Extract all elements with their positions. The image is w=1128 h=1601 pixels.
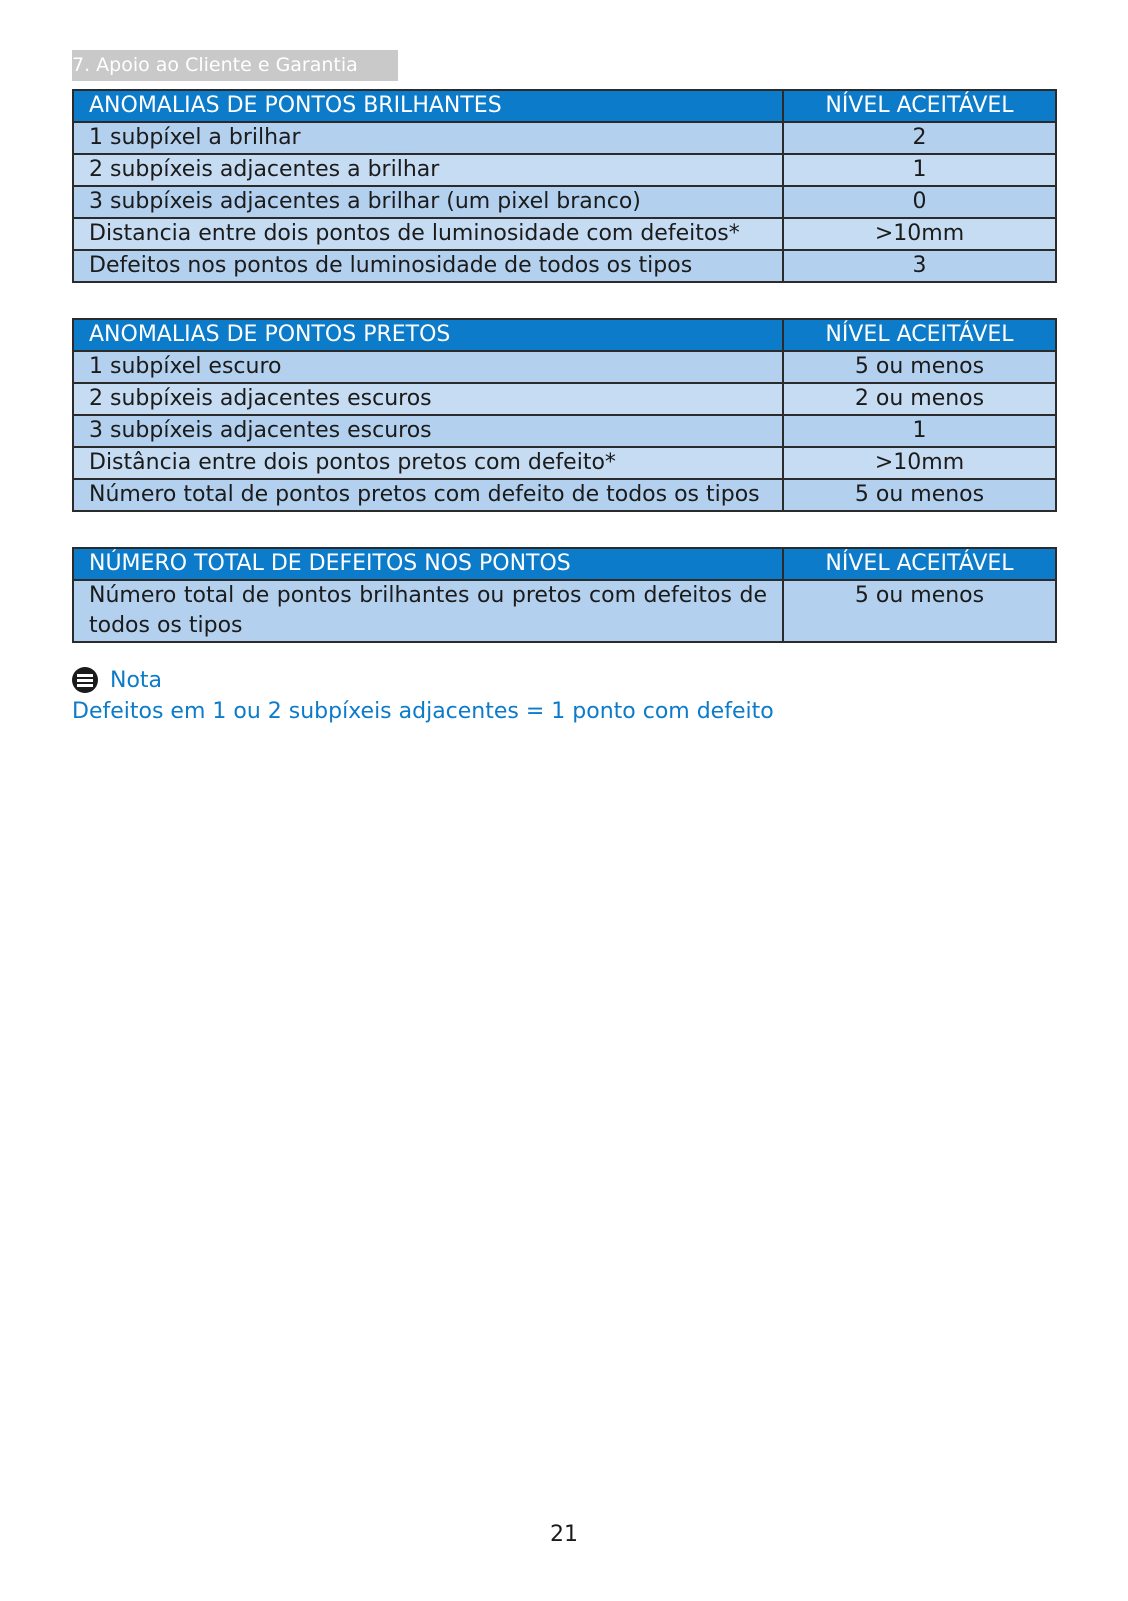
row-label: Número total de pontos pretos com defeito de todos os tipos	[73, 479, 783, 511]
row-value: 1	[783, 154, 1056, 186]
level-heading: NÍVEL ACEITÁVEL	[783, 90, 1056, 122]
note-heading	[72, 667, 162, 693]
row-value: >10mm	[783, 447, 1056, 479]
row-label: 3 subpíxeis adjacentes escuros	[73, 415, 783, 447]
table-heading: NÚMERO TOTAL DE DEFEITOS NOS PONTOS	[73, 548, 783, 580]
note-text: Defeitos em 1 ou 2 subpíxeis adjacentes = 1 ponto com defeito	[72, 699, 774, 724]
row-value: 3	[783, 250, 1056, 282]
section-header: 7. Apoio ao Cliente e Garantia	[72, 50, 398, 81]
row-label: 2 subpíxeis adjacentes a brilhar	[73, 154, 783, 186]
table-header-row	[73, 90, 1056, 122]
row-value: 5 ou menos	[783, 580, 1056, 642]
level-heading: NÍVEL ACEITÁVEL	[783, 548, 1056, 580]
row-value: 2 ou menos	[783, 383, 1056, 415]
table-header-row	[73, 319, 1056, 351]
row-label: 2 subpíxeis adjacentes escuros	[73, 383, 783, 415]
table-row	[73, 415, 1056, 447]
row-label: Distância entre dois pontos pretos com defeito*	[73, 447, 783, 479]
table-row	[73, 186, 1056, 218]
table-row	[73, 154, 1056, 186]
row-label: 3 subpíxeis adjacentes a brilhar (um pixel branco)	[73, 186, 783, 218]
table-header-row	[73, 548, 1056, 580]
row-label: Distancia entre dois pontos de luminosidade com defeitos*	[73, 218, 783, 250]
row-value: 1	[783, 415, 1056, 447]
table-row	[73, 479, 1056, 511]
row-label: 1 subpíxel escuro	[73, 351, 783, 383]
row-label: Número total de pontos brilhantes ou pretos com defeitos de todos os tipos	[73, 580, 783, 642]
note-title: Nota	[110, 667, 163, 693]
table-row	[73, 122, 1056, 154]
table-row	[73, 447, 1056, 479]
row-label: Defeitos nos pontos de luminosidade de todos os tipos	[73, 250, 783, 282]
row-value: 5 ou menos	[783, 351, 1056, 383]
dark-dot-defects-table	[72, 318, 1057, 512]
table-heading: ANOMALIAS DE PONTOS PRETOS	[73, 319, 783, 351]
table-row	[73, 250, 1056, 282]
row-value: >10mm	[783, 218, 1056, 250]
page-number: 21	[550, 1522, 578, 1547]
table-row	[73, 351, 1056, 383]
row-value: 0	[783, 186, 1056, 218]
note-icon	[72, 667, 98, 693]
table-row	[73, 383, 1056, 415]
table-row	[73, 218, 1056, 250]
table-row	[73, 580, 1056, 642]
row-label: 1 subpíxel a brilhar	[73, 122, 783, 154]
table-heading: ANOMALIAS DE PONTOS BRILHANTES	[73, 90, 783, 122]
bright-dot-defects-table	[72, 89, 1057, 283]
row-value: 5 ou menos	[783, 479, 1056, 511]
level-heading: NÍVEL ACEITÁVEL	[783, 319, 1056, 351]
total-defects-table	[72, 547, 1057, 643]
row-value: 2	[783, 122, 1056, 154]
